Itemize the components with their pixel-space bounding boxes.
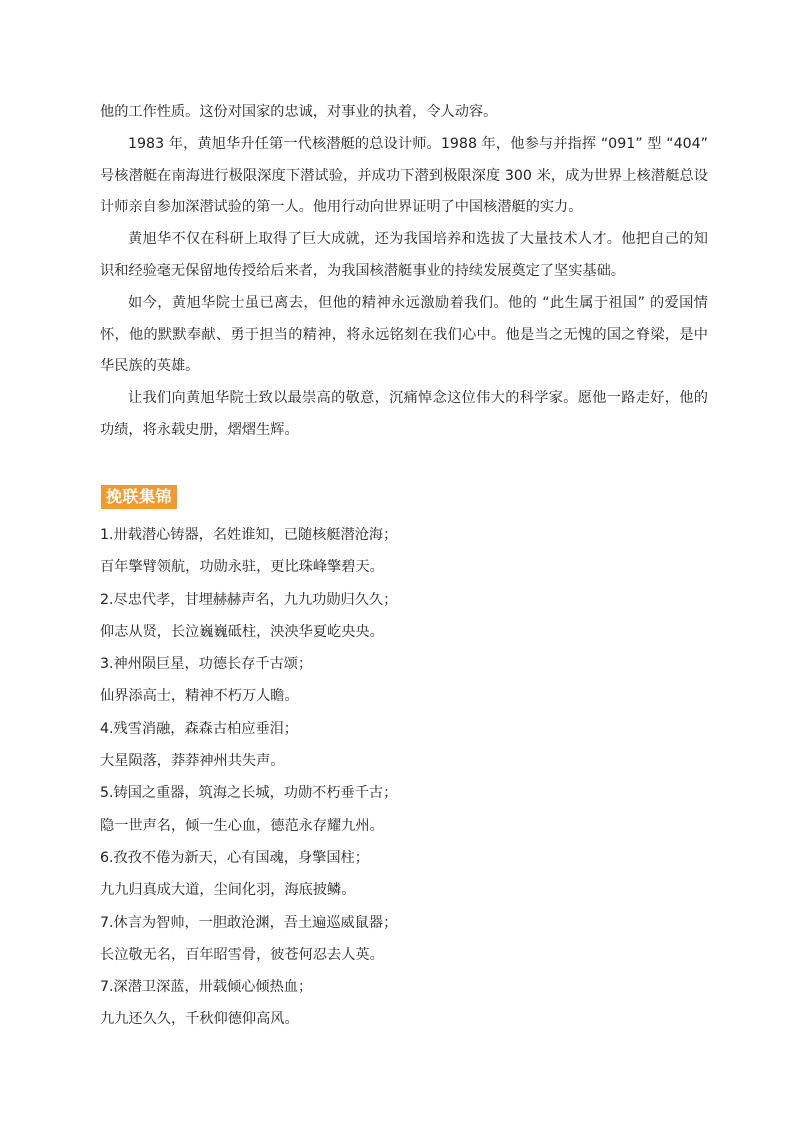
paragraph: 黄旭华不仅在科研上取得了巨大成就，还为我国培养和选拔了大量技术人才。他把自己的知识和经验毫无保留地传授给后来者，为我国核潜艇事业的持续发展奠定了坚实基础。 bbox=[100, 231, 708, 279]
couplet-line: 长泣敬无名，百年昭雪骨，彼苍何忍去人英。 bbox=[100, 946, 384, 963]
paragraph: 他的工作性质。这份对国家的忠诚，对事业的执着，令人动容。 bbox=[100, 104, 498, 120]
couplet-line: 1.卅载潜心铸器，名姓谁知，已随核艇潜沧海； bbox=[100, 527, 398, 543]
couplet-line: 7.休言为智帅，一胆敢沧渊，吾土遍巡威鼠器； bbox=[100, 914, 398, 931]
couplet-line: 九九归真成大道，尘间化羽，海底披鳞。 bbox=[100, 882, 356, 899]
paragraph: 1983 年，黄旭华升任第一代核潜艇的总设计师。1988 年，他参与并指挥 “091” 型 “404” 号核潜艇在南海进行极限深度下潜试验，并成功下潜到极限深度 300 米，成为世界上核潜艇总设计师亲自参加深潜试验的第一人。他用行动向世界证明了中国核潜艇的实力。 bbox=[100, 135, 708, 216]
couplet-line: 3.神州陨巨星，功德长存千古颂； bbox=[100, 656, 313, 673]
couplet-list bbox=[100, 519, 708, 1036]
couplet-line: 7.深潜卫深蓝，卅载倾心倾热血； bbox=[100, 979, 313, 996]
paragraph: 如今，黄旭华院士虽已离去，但他的精神永远激励着我们。他的 “此生属于祖国” 的爱国情怀，他的默默奉献、勇于担当的精神，将永远铭刻在我们心中。他是当之无愧的国之脊梁，是中华民族的英雄。 bbox=[100, 294, 708, 375]
article-body bbox=[100, 97, 708, 447]
couplet-line: 4.残雪消融，森森古柏应垂泪； bbox=[100, 720, 298, 737]
section-title: 挽联集锦 bbox=[101, 485, 177, 509]
couplet-line: 2.尽忠代孝，甘埋赫赫声名，九九功勋归久久； bbox=[100, 591, 398, 608]
couplet-line: 九九还久久，千秋仰德仰高风。 bbox=[100, 1011, 299, 1028]
couplet-line: 仰志从贤，长泣巍巍砥柱，泱泱华夏屹央央。 bbox=[100, 623, 384, 640]
couplet-line: 6.孜孜不倦为新天，心有国魂，身擎国柱； bbox=[100, 849, 369, 866]
couplet-line: 百年擎臂领航，功勋永驻，更比珠峰擎碧天。 bbox=[100, 559, 384, 576]
couplet-line: 隐一世声名，倾一生心血，德范永存耀九州。 bbox=[100, 817, 384, 834]
couplet-line: 大星陨落，莽莽神州共失声。 bbox=[100, 753, 285, 770]
couplet-line: 仙界添高士，精神不朽万人瞻。 bbox=[100, 688, 299, 705]
couplet-line: 5.铸国之重器，筑海之长城，功勋不朽垂千古； bbox=[100, 785, 398, 802]
paragraph: 让我们向黄旭华院士致以最崇高的敬意，沉痛悼念这位伟大的科学家。愿他一路走好，他的功绩，将永载史册，熠熠生辉。 bbox=[100, 390, 708, 438]
